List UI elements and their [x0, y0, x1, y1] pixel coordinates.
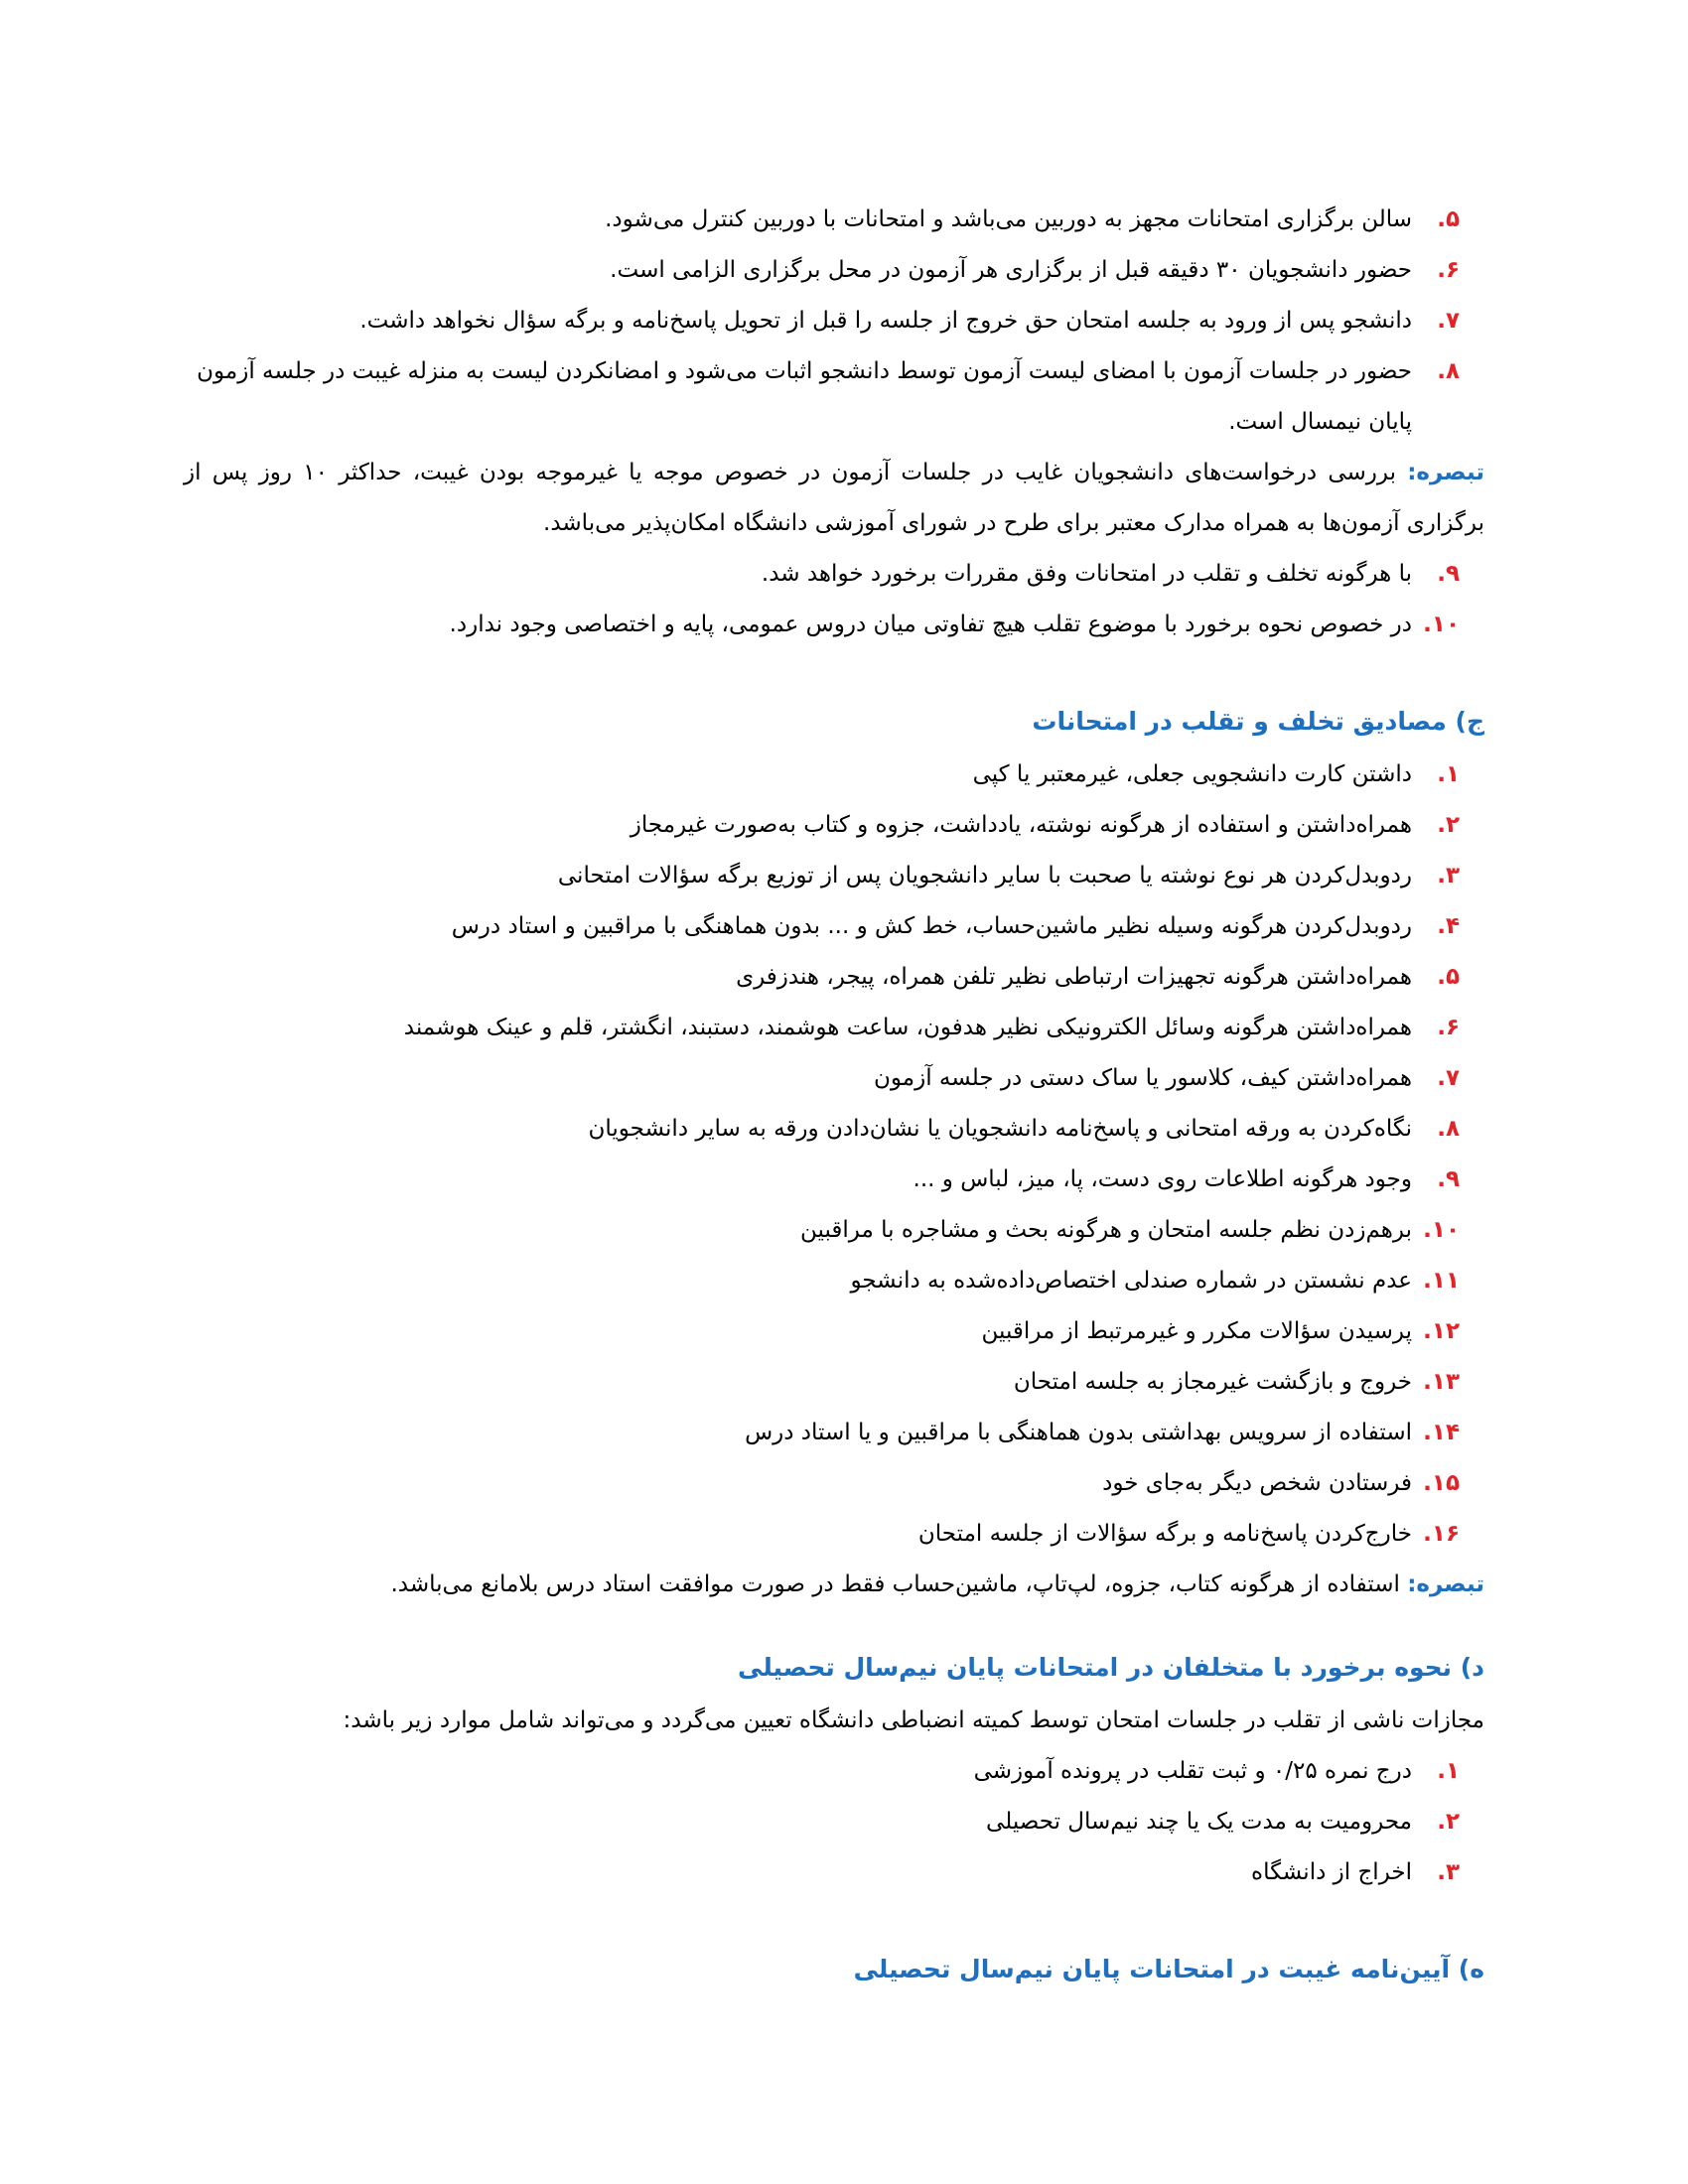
item-number: ۱۴.	[1423, 1420, 1460, 1445]
item-text: فرستادن شخص دیگر به‌جای خود	[1102, 1470, 1412, 1496]
item-text: درج نمره ۰/۲۵ و ثبت تقلب در پرونده آموزشی	[973, 1758, 1412, 1784]
item-number: ۲.	[1437, 812, 1460, 838]
violations-list	[184, 750, 1484, 1560]
list-item	[184, 1306, 1484, 1357]
item-text: اخراج از دانشگاه	[1251, 1859, 1412, 1885]
item-number: ۱۰.	[1423, 612, 1460, 637]
list-item	[184, 195, 1484, 245]
item-text: برهم‌زدن نظم جلسه امتحان و هرگونه بحث و مشاجره با مراقبین	[800, 1217, 1412, 1243]
rules-list-part-2	[184, 549, 1484, 650]
note-paragraph	[184, 448, 1484, 549]
list-item	[184, 901, 1484, 952]
item-number: ۸.	[1437, 358, 1460, 384]
section-heading: ه) آیین‌نامه غیبت در امتحانات پایان نیم‌سال تحصیلی	[853, 1955, 1484, 1983]
item-number: ۱۶.	[1423, 1521, 1460, 1547]
item-text: سالن برگزاری امتحانات مجهز به دوربین می‌باشد و امتحانات با دوربین کنترل می‌شود.	[605, 206, 1412, 232]
section-heading: ج) مصادیق تخلف و تقلب در امتحانات	[1032, 707, 1484, 736]
item-text: داشتن کارت دانشجویی جعلی، غیرمعتبر یا کپی	[972, 761, 1412, 787]
list-item	[184, 1104, 1484, 1155]
list-item	[184, 750, 1484, 800]
item-number: ۱۲.	[1423, 1318, 1460, 1344]
item-text: خارج‌کردن پاسخ‌نامه و برگه سؤالات از جلسه امتحان	[917, 1521, 1412, 1547]
item-number: ۹.	[1437, 561, 1460, 587]
list-item	[184, 1155, 1484, 1205]
list-item	[184, 851, 1484, 901]
item-text: با هرگونه تخلف و تقلب در امتحانات وفق مقررات برخورد خواهد شد.	[761, 561, 1412, 587]
list-item	[184, 1458, 1484, 1509]
item-number: ۷.	[1437, 308, 1460, 334]
item-text: پرسیدن سؤالات مکرر و غیرمرتبط از مراقبین	[981, 1318, 1412, 1344]
note-text: استفاده از هرگونه کتاب، جزوه، لپ‌تاپ، ماشین‌حساب فقط در صورت موافقت استاد درس بلامانع می‌باشد.	[390, 1571, 1408, 1597]
item-text: ردوبدل‌کردن هر نوع نوشته یا صحبت با سایر دانشجویان پس از توزیع برگه سؤالات امتحانی	[557, 863, 1412, 888]
item-number: ۱.	[1437, 761, 1460, 787]
section-heading: د) نحوه برخورد با متخلفان در امتحانات پایان نیم‌سال تحصیلی	[738, 1653, 1484, 1682]
item-text: همراه‌داشتن هرگونه تجهیزات ارتباطی نظیر تلفن همراه، پیجر، هندزفری	[736, 964, 1412, 990]
item-number: ۶.	[1437, 1015, 1460, 1040]
item-text: ردوبدل‌کردن هرگونه وسیله نظیر ماشین‌حساب، خط کش و ... بدون هماهنگی با مراقبین و استاد درس	[451, 913, 1412, 939]
list-item	[184, 346, 1484, 448]
penalties-list	[184, 1746, 1484, 1898]
item-number: ۶.	[1437, 257, 1460, 283]
list-item	[184, 549, 1484, 600]
item-number: ۱۱.	[1423, 1268, 1460, 1294]
note-text: بررسی درخواست‌های دانشجویان غایب در جلسات آزمون در خصوص موجه یا غیرموجه بودن غیبت، حداکثر ۱۰ روز پس از برگزاری آزمون‌ها به همراه مدارک معتبر برای طرح در شورای آموزشی دانشگاه امکان‌پذیر می‌باشد.	[184, 460, 1484, 536]
item-text: حضور دانشجویان ۳۰ دقیقه قبل از برگزاری هر آزمون در محل برگزاری الزامی است.	[610, 257, 1412, 283]
note-label: تبصره:	[1407, 460, 1484, 485]
list-item	[184, 1003, 1484, 1053]
item-text: محرومیت به مدت یک یا چند نیم‌سال تحصیلی	[986, 1809, 1412, 1835]
item-text: دانشجو پس از ورود به جلسه امتحان حق خروج از جلسه را قبل از تحویل پاسخ‌نامه و برگه سؤال نخواهد داشت.	[359, 308, 1412, 334]
list-item	[184, 800, 1484, 851]
note-paragraph	[184, 1560, 1484, 1610]
item-text: همراه‌داشتن هرگونه وسائل الکترونیکی نظیر هدفون، ساعت هوشمند، دستبند، انگشتر، قلم و عینک هوشمند	[403, 1015, 1412, 1040]
item-text: عدم نشستن در شماره صندلی اختصاص‌داده‌شده به دانشجو	[850, 1268, 1412, 1294]
item-number: ۱.	[1437, 1758, 1460, 1784]
item-text: استفاده از سرویس بهداشتی بدون هماهنگی با مراقبین و یا استاد درس	[745, 1420, 1412, 1445]
item-number: ۱۵.	[1423, 1470, 1460, 1496]
item-number: ۷.	[1437, 1065, 1460, 1091]
item-text: همراه‌داشتن کیف، کلاسور یا ساک دستی در جلسه آزمون	[874, 1065, 1412, 1091]
page-content	[184, 195, 1484, 1997]
item-number: ۵.	[1437, 206, 1460, 232]
list-item	[184, 1408, 1484, 1458]
list-item	[184, 1053, 1484, 1104]
item-text: در خصوص نحوه برخورد با موضوع تقلب هیچ تفاوتی میان دروس عمومی، پایه و اختصاصی وجود ندارد.	[449, 612, 1412, 637]
list-item	[184, 1797, 1484, 1847]
item-text: همراه‌داشتن و استفاده از هرگونه نوشته، یادداشت، جزوه و کتاب به‌صورت غیرمجاز	[630, 812, 1412, 838]
list-item	[184, 952, 1484, 1003]
list-item	[184, 1746, 1484, 1797]
item-number: ۱۰.	[1423, 1217, 1460, 1243]
list-item	[184, 296, 1484, 346]
list-item	[184, 1256, 1484, 1306]
item-number: ۳.	[1437, 1859, 1460, 1885]
item-number: ۲.	[1437, 1809, 1460, 1835]
note-label: تبصره:	[1407, 1571, 1484, 1597]
item-number: ۳.	[1437, 863, 1460, 888]
item-text: خروج و بازگشت غیرمجاز به جلسه امتحان	[1013, 1369, 1412, 1395]
section-intro: مجازات ناشی از تقلب در جلسات امتحان توسط کمیته انضباطی دانشگاه تعیین می‌گردد و می‌تواند شامل موارد زیر باشد:	[343, 1707, 1484, 1733]
item-text: نگاه‌کردن به ورقه امتحانی و پاسخ‌نامه دانشجویان یا نشان‌دادن ورقه به سایر دانشجویان	[588, 1116, 1412, 1142]
list-item	[184, 245, 1484, 296]
list-item	[184, 1357, 1484, 1408]
item-number: ۹.	[1437, 1166, 1460, 1192]
item-text: حضور در جلسات آزمون با امضای لیست آزمون توسط دانشجو اثبات می‌شود و امضانکردن لیست به منزله غیبت در جلسه آزمون پایان نیمسال است.	[197, 358, 1412, 435]
item-number: ۸.	[1437, 1116, 1460, 1142]
rules-list-part-1	[184, 195, 1484, 448]
list-item	[184, 600, 1484, 650]
list-item	[184, 1847, 1484, 1898]
item-number: ۵.	[1437, 964, 1460, 990]
item-number: ۴.	[1437, 913, 1460, 939]
item-text: وجود هرگونه اطلاعات روی دست، پا، میز، لباس و ...	[913, 1166, 1412, 1192]
item-number: ۱۳.	[1423, 1369, 1460, 1395]
list-item	[184, 1205, 1484, 1256]
list-item	[184, 1509, 1484, 1560]
